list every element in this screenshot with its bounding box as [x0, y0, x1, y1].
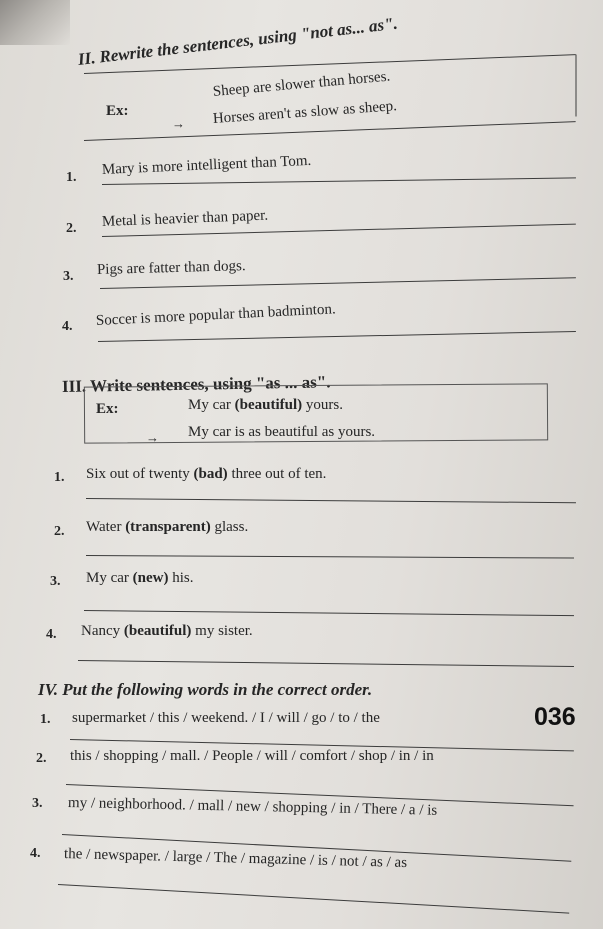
s3-item-4-number: 4.: [46, 627, 57, 642]
s3-example-sentence-cue: (beautiful): [234, 397, 303, 413]
s3-item-3-answer-line: [84, 610, 574, 616]
example-box-bottom-border: [84, 121, 576, 141]
s3-item-1-answer-line: [86, 498, 576, 503]
section-3-heading: III. Write sentences, using "as ... as".: [61, 372, 331, 396]
example-label: Ex:: [106, 103, 129, 119]
example-sentence: Sheep are slower than horses.: [212, 68, 391, 100]
s3-item-4-cue: (beautiful): [123, 623, 192, 639]
s3-item-1-before: Six out of twenty: [86, 466, 194, 482]
s2-item-2-number: 2.: [66, 221, 77, 236]
s3-item-1-cue: (bad): [193, 466, 228, 482]
s3-item-3-after: his.: [168, 570, 194, 586]
s3-item-1-after: three out of ten.: [227, 466, 327, 482]
s3-example-label: Ex:: [96, 401, 119, 417]
s3-item-1-text: [86, 466, 326, 483]
s3-example-answer: My car is as beautiful as yours.: [188, 424, 376, 440]
s3-item-4-after: my sister.: [191, 623, 253, 639]
s4-item-3-number: 3.: [32, 796, 43, 811]
s2-item-1-number: 1.: [66, 170, 77, 185]
s2-item-3-answer-line: [100, 277, 576, 289]
s4-item-4-answer-line: [58, 884, 569, 914]
s3-item-2-cue: (transparent): [125, 519, 211, 535]
s3-item-3-before: My car: [86, 570, 133, 586]
s3-example-arrow: →: [146, 430, 159, 445]
s3-item-3-cue: (new): [132, 570, 169, 586]
page-corner-shadow: [0, 0, 70, 45]
s3-item-2-text: [86, 519, 248, 536]
s2-item-4-number: 4.: [62, 319, 73, 334]
page-code-label: 036: [534, 703, 576, 731]
s3-example-sentence: [188, 397, 343, 414]
s4-item-4-text: the / newspaper. / large / The / magazine / is / not / as / as: [63, 846, 408, 871]
s2-item-2-text: Metal is heavier than paper.: [101, 207, 269, 230]
s4-item-4-number: 4.: [30, 846, 41, 861]
section-2-heading: II. Rewrite the sentences, using "not as... as".: [76, 13, 399, 69]
s4-item-1-text: supermarket / this / weekend. / I / will / go / to / the: [72, 710, 380, 726]
s2-item-3-text: Pigs are fatter than dogs.: [96, 258, 246, 278]
s3-item-3-text: [86, 570, 194, 587]
s3-item-1-number: 1.: [54, 470, 65, 485]
s3-example-sentence-before: My car: [188, 397, 235, 413]
s3-item-4-text: [81, 623, 253, 640]
s4-item-2-text: this / shopping / mall. / People / will / comfort / shop / in / in: [70, 748, 434, 764]
s4-item-2-number: 2.: [36, 751, 47, 766]
s3-item-4-before: Nancy: [81, 623, 124, 639]
s3-item-2-after: glass.: [210, 519, 249, 535]
section-4-heading: IV. Put the following words in the correct order.: [38, 680, 373, 699]
s4-item-3-text: my / neighborhood. / mall / new / shopping / in / There / a / is: [67, 795, 438, 819]
s2-item-4-answer-line: [98, 331, 576, 342]
s2-item-1-answer-line: [102, 177, 576, 185]
s3-item-2-before: Water: [86, 519, 126, 535]
example-box-right-border: [576, 55, 577, 117]
s4-item-1-number: 1.: [40, 712, 51, 727]
example-answer: Horses aren't as slow as sheep.: [212, 98, 398, 127]
s2-item-1-text: Mary is more intelligent than Tom.: [101, 152, 312, 178]
s2-item-4-text: Soccer is more popular than badminton.: [95, 301, 337, 329]
s3-item-2-answer-line: [86, 555, 574, 559]
s3-example-sentence-after: yours.: [302, 397, 343, 413]
s3-item-4-answer-line: [78, 660, 574, 667]
s3-item-2-number: 2.: [54, 524, 65, 539]
example-arrow: →: [172, 116, 185, 131]
s3-item-3-number: 3.: [50, 574, 61, 589]
s2-item-3-number: 3.: [63, 269, 74, 284]
